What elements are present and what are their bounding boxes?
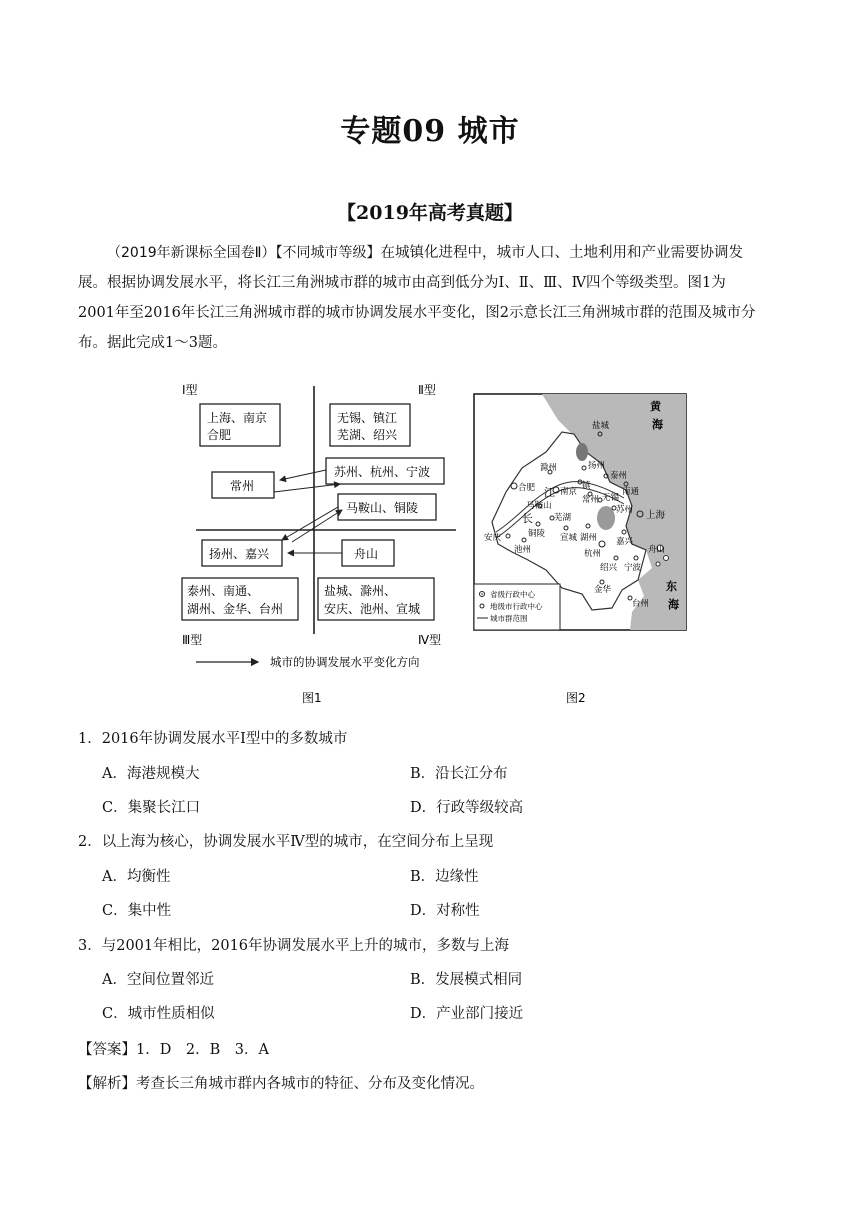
box-suzhou-text: 苏州、杭州、宁波	[334, 465, 431, 479]
type-1-label: Ⅰ型	[182, 383, 198, 397]
answer-line: 【答案】1．D 2．B 3．A	[78, 1042, 269, 1058]
city-nanjing: 南京	[560, 487, 578, 497]
box-yangzhou-text: 扬州、嘉兴	[209, 547, 270, 561]
city-jinhua: 金华	[594, 585, 612, 595]
island	[656, 562, 660, 566]
q3-option-a: A．空间位置邻近	[102, 972, 214, 988]
legend-provincial-dot	[481, 593, 483, 595]
box-shanghai-line1: 上海、南京	[207, 411, 268, 425]
question-2-stem: 2．以上海为核心，协调发展水平Ⅳ型的城市，在空间分布上呈现	[78, 834, 494, 850]
city-chizhou: 池州	[514, 545, 532, 555]
q1-option-b: B．沿长江分布	[410, 766, 508, 782]
city-huzhou: 湖州	[580, 533, 598, 543]
sea-yellow-1: 黄	[650, 400, 661, 413]
question-3-stem: 3．与2001年相比，2016年协调发展水平上升的城市，多数与上海	[78, 938, 510, 954]
city-yangzhou: 扬州	[588, 461, 606, 471]
legend-prefecture: 地级市行政中心	[490, 602, 543, 611]
section-heading: 【2019年高考真题】	[337, 202, 523, 224]
analysis-line: 【解析】考查长三角城市群内各城市的特征、分布及变化情况。	[78, 1076, 484, 1092]
city-wuxi: 无锡	[602, 493, 620, 503]
city-zhenjiang: 镇	[582, 481, 591, 491]
arrow-changzhou	[280, 470, 326, 480]
q3-option-b: B．发展模式相同	[410, 972, 523, 988]
box-yancheng-line1: 盐城、滁州、	[324, 584, 397, 598]
city-maanshan: 马鞍山	[526, 501, 552, 511]
q1-option-a: A．海港规模大	[102, 766, 200, 782]
box-yancheng-line2: 安庆、池州、宣城	[324, 602, 421, 616]
legend-provincial: 省级行政中心	[490, 590, 535, 599]
q1-option-d: D．行政等级较高	[410, 800, 524, 816]
fig2-caption: 图2	[566, 691, 586, 705]
city-xuancheng: 宣城	[560, 533, 578, 543]
box-zhoushan-text: 舟山	[354, 547, 379, 561]
sea-east-2: 海	[668, 598, 679, 611]
arrow-maanshan	[282, 507, 338, 540]
type-2-label: Ⅱ型	[418, 383, 436, 397]
figure-panel	[162, 372, 694, 718]
q1-option-c: C．集聚长江口	[102, 800, 201, 816]
q2-option-d: D．对称性	[410, 903, 480, 919]
source-tag: （2019年新课标全国卷Ⅱ）【不同城市等级】	[107, 245, 381, 261]
city-shanghai: 上海	[646, 510, 666, 521]
q2-option-b: B．边缘性	[410, 869, 479, 885]
arrow-yangzhou-out	[292, 510, 342, 542]
box-taizhou-line2: 湖州、金华、台州	[187, 602, 284, 616]
city-jiaxing: 嘉兴	[616, 537, 634, 547]
fig1-legend-text: 城市的协调发展水平变化方向	[270, 655, 420, 669]
page-title: 专题09 城市	[340, 114, 520, 149]
city-shaoxing: 绍兴	[600, 563, 618, 573]
city-hangzhou: 杭州	[584, 549, 602, 559]
figure-2	[474, 394, 686, 705]
intro-line-2: 展。根据协调发展水平，将长江三角洲城市群的城市由高到低分为Ⅰ、Ⅱ、Ⅲ、Ⅳ四个等级类型。图1为	[78, 275, 726, 291]
question-intro	[78, 238, 786, 358]
city-anqing: 安庆	[484, 533, 502, 543]
question-1-stem: 1．2016年协调发展水平Ⅰ型中的多数城市	[78, 731, 348, 747]
q2-option-c: C．集中性	[102, 903, 172, 919]
box-wuxi-line1: 无锡、镇江	[337, 411, 398, 425]
city-taizhou2: 台州	[632, 599, 650, 609]
intro-line-4: 布。据此完成1～3题。	[78, 335, 227, 351]
figure-1	[182, 382, 456, 705]
city-nantong: 南通	[622, 487, 640, 497]
city-suzhou: 苏州	[616, 505, 634, 515]
intro-line-1: 在城镇化进程中，城市人口、土地利用和产业需要协调发	[380, 245, 744, 261]
legend-boundary: 城市群范围	[490, 614, 528, 623]
sea-yellow-2: 海	[652, 418, 663, 431]
box-taizhou-line1: 泰州、南通、	[187, 584, 260, 598]
hongze-lake	[576, 443, 588, 461]
type-4-label: Ⅳ型	[418, 633, 442, 647]
type-3-label: Ⅲ型	[182, 633, 203, 647]
box-shanghai-line2: 合肥	[207, 428, 232, 442]
river-label-2: 长	[522, 512, 533, 525]
city-hefei: 合肥	[518, 483, 536, 493]
figure-svg	[162, 372, 694, 718]
q2-option-a: A．均衡性	[102, 869, 171, 885]
arrow-changzhou-out	[274, 484, 340, 492]
city-tongling: 铜陵	[528, 529, 546, 539]
q3-option-c: C．城市性质相似	[102, 1006, 215, 1022]
river-label-1: 江	[544, 486, 555, 499]
intro-line-3: 2001年至2016年长江三角洲城市群的城市协调发展水平变化，图2示意长江三角洲城市群的范围及城市分	[78, 305, 756, 321]
city-ningbo: 宁波	[624, 563, 642, 573]
city-wuhu: 芜湖	[554, 513, 572, 523]
city-chuzhou: 滁州	[540, 463, 558, 473]
city-taizhou1: 泰州	[610, 471, 628, 481]
city-yancheng: 盐城	[592, 421, 610, 431]
q3-option-d: D．产业部门接近	[410, 1006, 524, 1022]
sea-east-1: 东	[666, 580, 677, 593]
fig1-caption: 图1	[302, 691, 322, 705]
box-changzhou-text: 常州	[230, 479, 255, 493]
island	[664, 556, 669, 561]
city-zhoushan: 舟山	[648, 545, 666, 555]
box-wuxi-line2: 芜湖、绍兴	[337, 428, 398, 442]
box-maanshan-text: 马鞍山、铜陵	[346, 501, 419, 515]
city-changzhou: 常州	[582, 495, 600, 505]
